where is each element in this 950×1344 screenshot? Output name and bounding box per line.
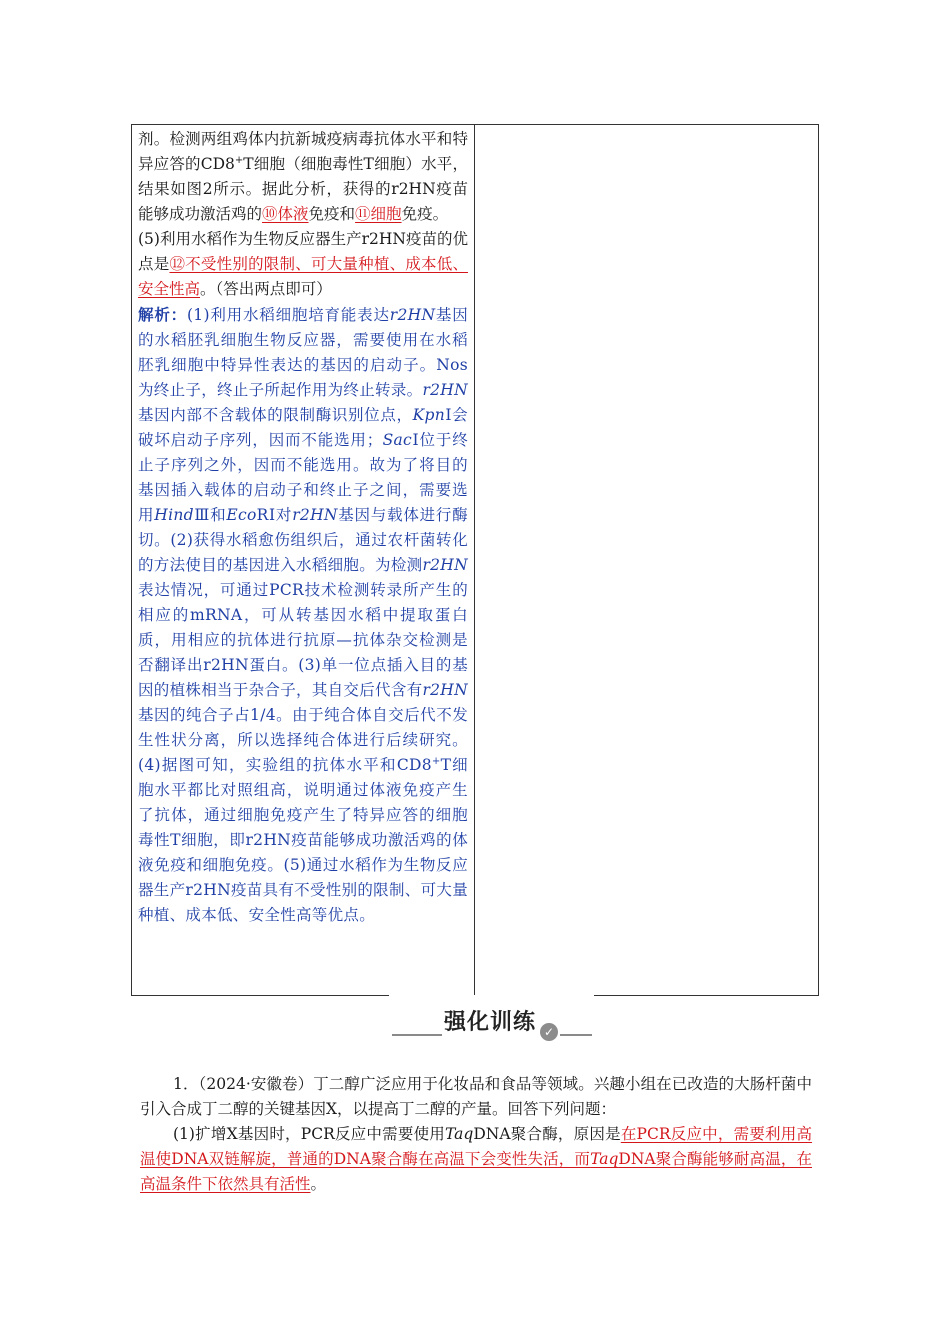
section-banner bbox=[392, 1003, 592, 1043]
section-title: 强化训练 bbox=[444, 1010, 537, 1035]
analysis-text: 解析：(1)利用水稻细胞培育能表达r2HN基因的水稻胚乳细胞生物反应器，需要使用在水稻胚乳细胞中特异性表达的基因的启动子。Nos为终止子，终止子所起作用为终止转录。r2HN基因内部不含载体的限制酶识别位点，KpnⅠ会破坏启动子序列，因而不能选用；SacⅠ位于终止子序列之外，因而不能选用。故为了将目的基因插入载体的启动子和终止子之间，需要选用HindⅢ和EcoRⅠ对r2HN基因与载体进行酶切。(2)获得水稻愈伤组织后，通过农杆菌转化的方法使目的基因进入水稻细胞。为检测r2HN表达情况，可通过PCR技术检测转录所产生的相应的mRNA，可从转基因水稻中提取蛋白质，用相应的抗体进行抗原—抗体杂交检测是否翻译出r2HN蛋白。(3)单一位点插入目的基因的植株相当于杂合子，其自交后代含有r2HN基因的纯合子占1/4。由于纯合体自交后代不发生性状分离，所以选择纯合体进行后续研究。(4)据图可知，实验组的抗体水平和CD8+T细胞水平都比对照组高，说明通过体液免疫产生了抗体，通过细胞免疫产生了特异应答的细胞毒性T细胞，即r2HN疫苗能够成功激活鸡的体液免疫和细胞免疫。(5)通过水稻作为生物反应器生产r2HN疫苗具有不受性别的限制、可大量种植、成本低、安全性高等优点。 bbox=[138, 305, 468, 924]
question-1 bbox=[140, 1072, 812, 1197]
question-4-continued: 剂。检测两组鸡体内抗新城疫病毒抗体水平和特异应答的CD8+T细胞（细胞毒性T细胞）水平，结果如图2所示。据此分析，获得的r2HN疫苗能够成功激活鸡的⑩体液免疫和⑪细胞免疫。 bbox=[138, 130, 468, 223]
check-circle-icon: ✓ bbox=[540, 1023, 558, 1041]
question-1-stem: 1．（2024·安徽卷）丁二醇广泛应用于化妆品和食品等领域。兴趣小组在已改造的大肠杆菌中引入合成丁二醇的关键基因X，以提高丁二醇的产量。回答下列问题： bbox=[140, 1075, 812, 1118]
banner-line-right bbox=[560, 1034, 592, 1036]
answer-11: ⑪细胞 bbox=[355, 205, 402, 223]
answer-1-1: 在PCR反应中，需要利用高温使DNA双链解旋，普通的DNA聚合酶在高温下会变性失活，而TaqDNA聚合酶能够耐高温，在高温条件下依然具有活性 bbox=[140, 1125, 813, 1193]
banner-line-left bbox=[392, 1034, 442, 1036]
question-1-part-1: (1)扩增X基因时，PCR反应中需要使用TaqDNA聚合酶，原因是在PCR反应中，需要利用高温使DNA双链解旋，普通的DNA聚合酶在高温下会变性失活，而TaqDNA聚合酶能够耐高温，在高温条件下依然具有活性。 bbox=[140, 1125, 813, 1193]
table-column-divider bbox=[474, 124, 475, 995]
analysis-label: 解析： bbox=[138, 305, 187, 324]
question-5: (5)利用水稻作为生物反应器生产r2HN疫苗的优点是⑫不受性别的限制、可大量种植、成本低、安全性高。（答出两点即可） bbox=[138, 230, 468, 298]
answer-10: ⑩体液 bbox=[262, 205, 309, 223]
table-bottom-border bbox=[131, 995, 389, 996]
table-bottom-border bbox=[594, 995, 818, 996]
table-left-cell bbox=[138, 127, 468, 928]
answer-12: ⑫不受性别的限制、可大量种植、成本低、安全性高 bbox=[138, 255, 468, 298]
